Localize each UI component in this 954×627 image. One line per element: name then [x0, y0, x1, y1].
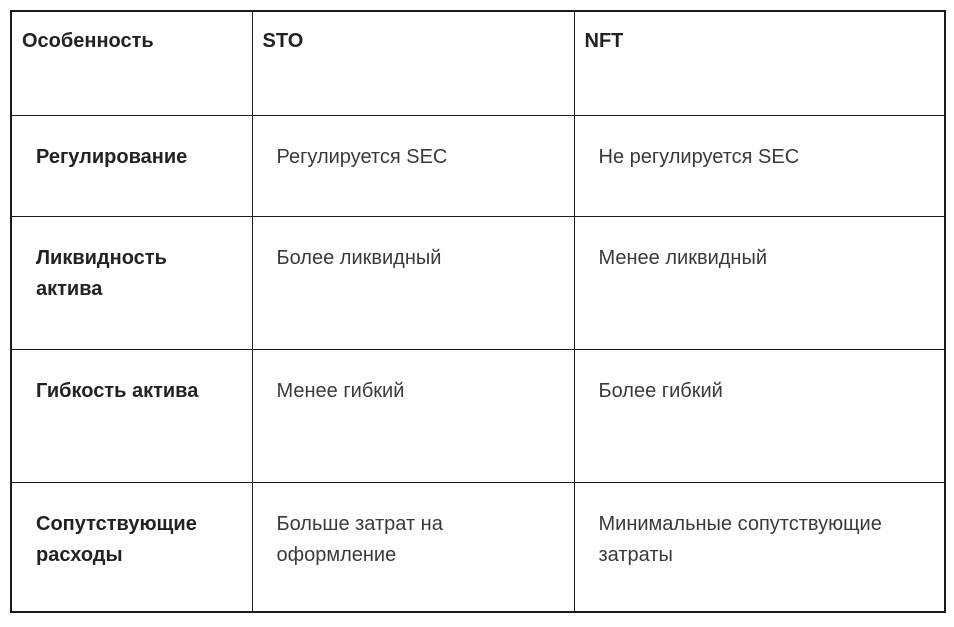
- comparison-table: [10, 10, 946, 613]
- table-body: [11, 115, 945, 612]
- header-row: [11, 11, 945, 115]
- sto-cell: Более ликвидный: [252, 216, 574, 349]
- table-header: [11, 11, 945, 115]
- sto-cell: Регулируется SEC: [252, 115, 574, 216]
- nft-cell: Менее ликвидный: [574, 216, 945, 349]
- feature-cell: Сопутствующие расходы: [11, 482, 252, 612]
- feature-cell: Регулирование: [11, 115, 252, 216]
- nft-cell: Более гибкий: [574, 349, 945, 482]
- header-feature: Особенность: [11, 11, 252, 115]
- nft-cell: Минимальные сопутствующие затраты: [574, 482, 945, 612]
- feature-cell: Гибкость актива: [11, 349, 252, 482]
- header-nft: NFT: [574, 11, 945, 115]
- sto-cell: Больше затрат на оформление: [252, 482, 574, 612]
- feature-cell: Ликвидность актива: [11, 216, 252, 349]
- nft-cell: Не регулируется SEC: [574, 115, 945, 216]
- header-sto: STO: [252, 11, 574, 115]
- table-row: [11, 115, 945, 216]
- sto-cell: Менее гибкий: [252, 349, 574, 482]
- table-row: [11, 482, 945, 612]
- table-row: [11, 216, 945, 349]
- table-row: [11, 349, 945, 482]
